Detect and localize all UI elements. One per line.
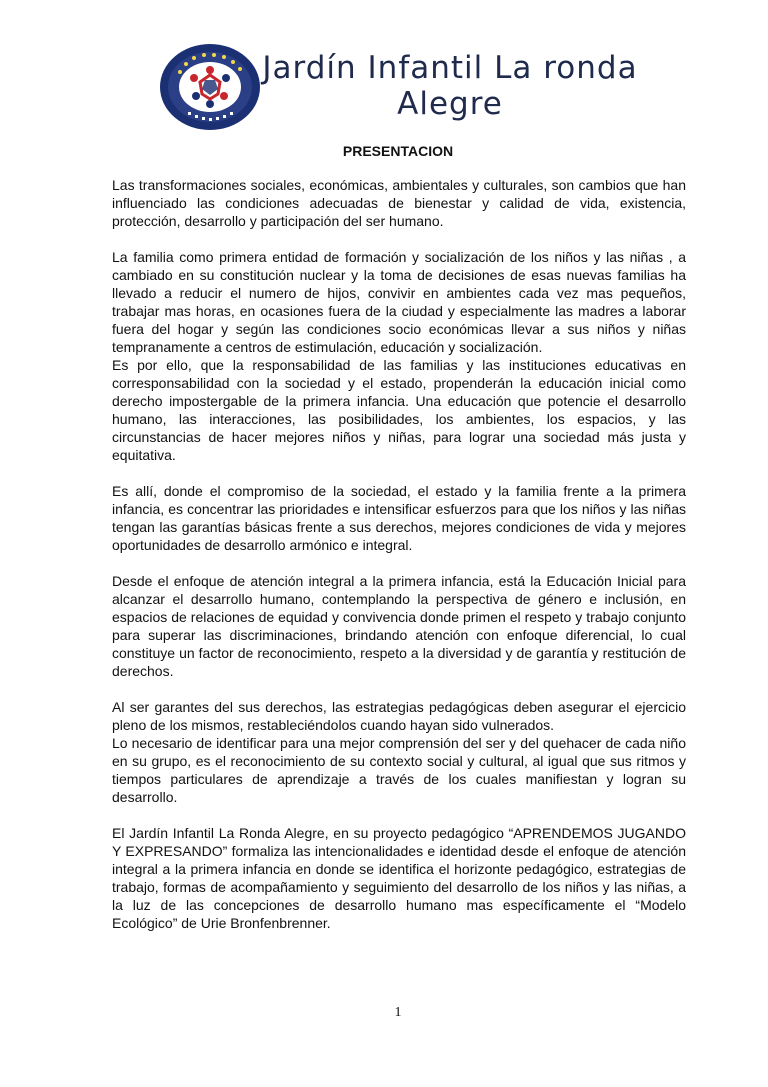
paragraph: La familia como primera entidad de formación y socialización de los niños y las niñas , a cambiado en su constitución nuclear y la toma de decisiones de esas nuevas familias ha llevado a reducir el numero de hijos, convivir en ambientes cada vez mas pequeños, trabajar mas horas, en ocasiones fuera de la ciudad y especialmente las madres a laborar fuera del hogar y según las condiciones socio económicas llevar a sus niños y niñas tempranamente a centros de estimulación, educación y socialización.	[112, 249, 686, 355]
paragraph: Al ser garantes del sus derechos, las estrategias pedagógicas deben asegurar el ejercicio pleno de los mismos, restableciéndolos cuando hayan sido vulnerados.	[112, 699, 686, 733]
paragraph: El Jardín Infantil La Ronda Alegre, en su proyecto pedagógico “APRENDEMOS JUGANDO Y EXPRESANDO” formaliza las intencionalidades e identidad desde el enfoque de atención integral a la primera infancia en donde se identifica el horizonte pedagógico, estrategias de trabajo, formas de acompañamiento y seguimiento del desarrollo de los niños y las niñas, a la luz de las concepciones de desarrollo humano mas específicamente el “Modelo Ecológico” de Urie Bronfenbrenner.	[112, 825, 686, 931]
kindergarten-logo-icon	[158, 42, 262, 132]
page-number: 1	[394, 1005, 402, 1020]
paragraph: Lo necesario de identificar para una mejor comprensión del ser y del quehacer de cada niño en su grupo, es el reconocimiento de su contexto social y cultural, al igual que sus ritmos y tiempos particulares de aprendizaje a través de los cuales manifiestan y logran su desarrollo.	[112, 735, 686, 805]
section-heading: PRESENTACION	[342, 143, 454, 159]
paragraph: Es por ello, que la responsabilidad de las familias y las instituciones educativas en corresponsabilidad con la sociedad y el estado, propenderán la educación inicial como derecho impostergable de la primera infancia. Una educación que potencie el desarrollo humano, las interacciones, las posibilidades, los ambientes, los espacios, y las circunstancias de hacer mejores niños y niñas, para lograr una sociedad más justa y equitativa.	[112, 357, 686, 463]
paragraph: Es allí, donde el compromiso de la sociedad, el estado y la familia frente a la primera infancia, es concentrar las prioridades e intensificar esfuerzos para que los niños y las niñas tengan las garantías básicas frente a sus derechos, mejores condiciones de vida y mejores oportunidades de desarrollo armónico e integral.	[112, 483, 686, 553]
document-title: Jardín Infantil La ronda Alegre	[262, 50, 638, 122]
paragraph: Desde el enfoque de atención integral a la primera infancia, está la Educación Inicial para alcanzar el desarrollo humano, contemplando la perspectiva de género e inclusión, en espacios de relaciones de equidad y convivencia donde primen el respeto y trabajo conjunto para superar las discriminaciones, brindando atención con enfoque diferencial, lo cual constituye un factor de reconocimiento, respeto a la diversidad y de garantía y restitución de derechos.	[112, 573, 686, 679]
body-text	[112, 176, 686, 932]
paragraph: Las transformaciones sociales, económicas, ambientales y culturales, son cambios que han influenciado las condiciones adecuadas de bienestar y calidad de vida, existencia, protección, desarrollo y participación del ser humano.	[112, 177, 686, 229]
